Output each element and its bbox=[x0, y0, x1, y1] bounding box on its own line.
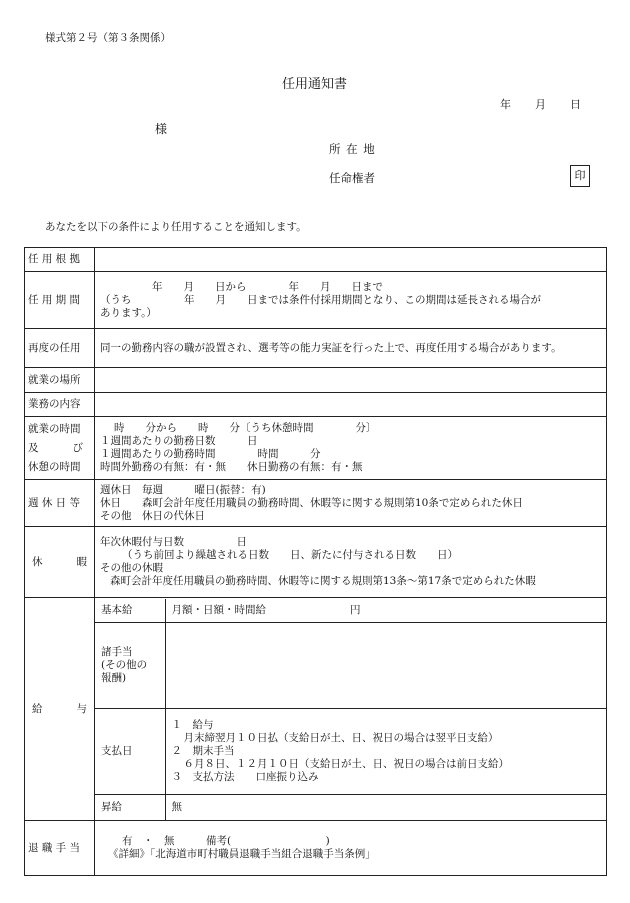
row-retirement bbox=[25, 821, 607, 876]
period-line-1: 年 月 日から 年 月 日まで bbox=[152, 280, 383, 293]
retirement-line-1: 有 ・ 無 備考( ) bbox=[122, 835, 330, 847]
date-day: 日 bbox=[570, 98, 581, 111]
basis-label: 任 用 根 拠 bbox=[25, 248, 95, 272]
pay-payday-row bbox=[95, 709, 606, 795]
pay-raise-row bbox=[95, 795, 606, 820]
base-pay-label: 基本給 bbox=[95, 599, 165, 623]
pay-subtable bbox=[95, 599, 606, 820]
payday-line-3: ２ 期末手当 bbox=[171, 745, 235, 757]
hours-line-1: 時 分から 時 分〔うち休憩時間 分〕 bbox=[114, 422, 377, 434]
seal-box: 印 bbox=[570, 165, 590, 187]
retirement-label: 退 職 手 当 bbox=[25, 821, 95, 876]
holidays-line-1: 週休日 毎週 曜日(振替：有) bbox=[100, 483, 266, 496]
leave-line-4: 森町会計年度任用職員の勤務時間、休暇等に関する規則第13条～第17条で定められた休暇 bbox=[110, 575, 536, 587]
pay-value bbox=[95, 598, 607, 821]
retirement-value bbox=[95, 821, 607, 876]
row-workplace bbox=[25, 368, 607, 393]
duties-label: 業務の内容 bbox=[25, 393, 95, 417]
hours-value bbox=[95, 417, 607, 480]
period-label: 任 用 期 間 bbox=[25, 272, 95, 329]
payday-line-4: ６月８日、１２月１０日（支給日が土、日、祝日の場合は前日支給） bbox=[183, 758, 509, 770]
row-pay bbox=[25, 598, 607, 821]
payday-line-2: 月末締翌月１０日払（支給日が土、日、祝日の場合は翌平日支給） bbox=[183, 732, 499, 744]
holidays-value bbox=[95, 480, 607, 527]
workplace-label: 就業の場所 bbox=[25, 368, 95, 393]
row-holidays bbox=[25, 480, 607, 527]
reappoint-label: 再度の任用 bbox=[25, 329, 95, 368]
notice-text: あなたを以下の条件により任用することを通知します。 bbox=[45, 221, 307, 233]
row-period bbox=[25, 272, 607, 329]
holidays-line-2: 休日 森町会計年度任用職員の勤務時間、休暇等に関する規則第10条で定められた休日 bbox=[100, 496, 523, 509]
row-basis bbox=[25, 248, 607, 272]
pay-label: 給 与 bbox=[25, 598, 95, 821]
hours-line-2: １週間あたりの勤務日数 日 bbox=[100, 435, 258, 447]
holidays-label: 週 休 日 等 bbox=[25, 480, 95, 527]
pay-allowance-row bbox=[95, 623, 606, 709]
row-reappoint bbox=[25, 329, 607, 368]
row-leave bbox=[25, 527, 607, 598]
payday-label: 支払日 bbox=[95, 709, 165, 795]
payday-value bbox=[165, 709, 606, 795]
holidays-line-3: その他 休日の代休日 bbox=[100, 509, 205, 522]
allowance-label: 諸手当 (その他の 報酬) bbox=[95, 623, 165, 709]
leave-line-3: その他の休暇 bbox=[100, 562, 163, 574]
basis-value bbox=[95, 248, 607, 272]
addressee-suffix: 様 bbox=[155, 122, 168, 136]
reappoint-value: 同一の勤務内容の職が設置され、選考等の能力実証を行った上で、再度任用する場合があります。 bbox=[95, 329, 607, 368]
duties-value bbox=[95, 393, 607, 417]
raise-value: 無 bbox=[165, 795, 606, 820]
allowance-value bbox=[165, 623, 606, 709]
retirement-line-2: 《詳細》「北海道市町村職員退職手当組合退職手当条例」 bbox=[108, 848, 376, 860]
base-pay-value: 月額・日額・時間給 円 bbox=[165, 599, 606, 623]
row-duties bbox=[25, 393, 607, 417]
pay-base-row bbox=[95, 599, 606, 623]
row-hours bbox=[25, 417, 607, 480]
payday-line-1: １ 給与 bbox=[171, 719, 214, 731]
location-label: 所 在 地 bbox=[329, 142, 376, 156]
hours-line-3: １週間あたりの勤務時間 時間 分 bbox=[100, 448, 321, 460]
period-line-3: あります。） bbox=[100, 306, 157, 319]
appointer-label: 任命権者 bbox=[329, 171, 375, 185]
date-month: 月 bbox=[535, 98, 546, 111]
period-line-2: （うち 年 月 日までは条件付採用期間となり、この期間は延長される場合が bbox=[100, 293, 541, 306]
form-number: 様式第２号（第３条関係） bbox=[45, 32, 171, 44]
hours-label: 就業の時間 及 び 休憩の時間 bbox=[25, 417, 95, 480]
leave-value bbox=[95, 527, 607, 598]
period-value bbox=[95, 272, 607, 329]
issue-date bbox=[500, 96, 581, 112]
date-year: 年 bbox=[500, 98, 511, 111]
workplace-value bbox=[95, 368, 607, 393]
raise-label: 昇給 bbox=[95, 795, 165, 820]
leave-label: 休 暇 bbox=[25, 527, 95, 598]
payday-line-5: ３ 支払方法 口座振り込み bbox=[171, 771, 319, 783]
document-title: 任用通知書 bbox=[282, 77, 348, 92]
hours-line-4: 時間外勤務の有無：有・無 休日勤務の有無：有・無 bbox=[100, 461, 363, 473]
leave-line-1: 年次休暇付与日数 日 bbox=[100, 536, 247, 548]
conditions-table bbox=[24, 247, 607, 876]
leave-line-2: （うち前回より繰越される日数 日、新たに付与される日数 日） bbox=[122, 549, 458, 561]
